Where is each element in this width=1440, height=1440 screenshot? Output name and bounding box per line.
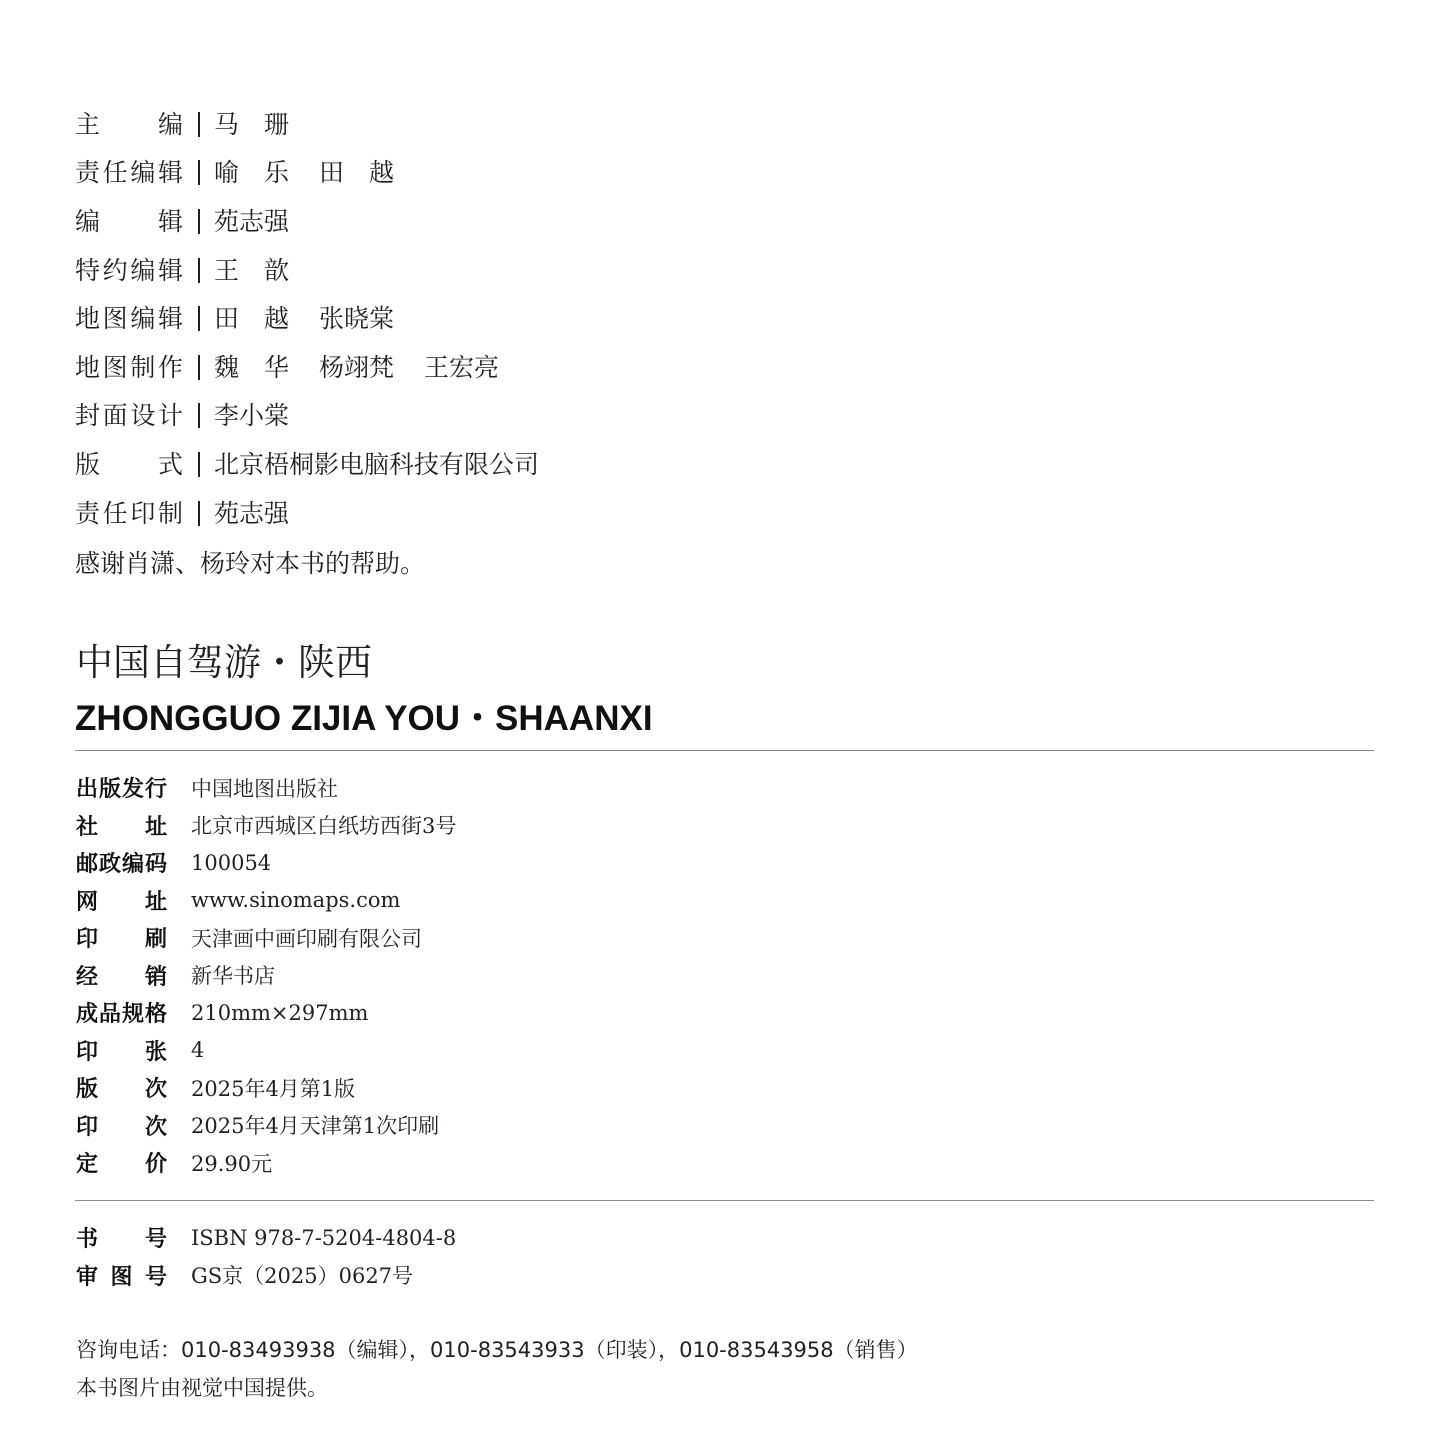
- info-row: [76, 994, 456, 1032]
- credit-name: 田 越: [214, 304, 290, 334]
- credit-name: 苑志强: [214, 206, 290, 236]
- info-label-char: 出: [76, 777, 99, 803]
- credit-role: [75, 498, 183, 528]
- credit-role: [75, 304, 183, 334]
- info-label-char: 印: [76, 1114, 99, 1140]
- credit-names: [214, 352, 529, 382]
- info-label: [76, 1110, 167, 1141]
- credit-role: [75, 401, 183, 431]
- info-value: 2025年4月天津第1次印刷: [191, 1114, 440, 1139]
- credit-role-char: 编: [157, 109, 183, 139]
- credit-names: [214, 498, 319, 528]
- info-value: 29.90元: [191, 1151, 273, 1176]
- info-label: [76, 1035, 167, 1066]
- credit-names: [214, 304, 424, 334]
- credit-separator: [198, 355, 200, 380]
- info-label-char: 行: [144, 777, 167, 803]
- info-value: 天津画中画印刷有限公司: [191, 926, 422, 951]
- info-value: www.sinomaps.com: [191, 888, 401, 913]
- credit-role-char: 制: [130, 352, 156, 382]
- info-label-char: 成: [76, 1002, 99, 1028]
- info-label-char: 次: [144, 1114, 167, 1140]
- info-row: [76, 1032, 456, 1070]
- credit-role-char: 版: [75, 449, 101, 479]
- credit-row: [75, 489, 975, 538]
- credit-names: [214, 449, 569, 479]
- info-row: [76, 769, 456, 807]
- info-label: [76, 885, 167, 916]
- info-value: 100054: [191, 850, 272, 875]
- credit-role-char: 地: [75, 352, 101, 382]
- info-label-char: 规: [121, 1002, 144, 1028]
- credit-role-char: 图: [102, 304, 128, 334]
- credit-role-char: 责: [75, 498, 101, 528]
- info-label: [76, 922, 167, 953]
- info-row: [76, 1257, 456, 1295]
- info-value: 2025年4月第1版: [191, 1076, 356, 1101]
- info-label: [76, 1222, 167, 1253]
- credits-list: [75, 100, 975, 586]
- info-label-char: 号: [144, 1264, 167, 1290]
- info-label-char: 审: [76, 1264, 99, 1290]
- credit-row: [75, 343, 975, 392]
- info-label-char: 图: [110, 1264, 133, 1290]
- credit-role-char: 地: [75, 304, 101, 334]
- credit-names: [214, 401, 319, 431]
- info-label-char: 格: [144, 1002, 167, 1028]
- credit-role-char: 作: [157, 352, 183, 382]
- credit-separator: [198, 306, 200, 331]
- info-value: ISBN 978-7-5204-4804-8: [191, 1225, 457, 1250]
- credit-role: [75, 206, 183, 236]
- info-label-char: 印: [76, 1039, 99, 1065]
- book-title-chinese: 中国自驾游・陕西: [76, 641, 372, 684]
- credit-role: [75, 352, 183, 382]
- info-row: [76, 1069, 456, 1107]
- credit-role-char: 计: [157, 401, 183, 431]
- info-label-char: 网: [76, 889, 99, 915]
- info-label-char: 版: [98, 777, 121, 803]
- info-value: 210mm×297mm: [191, 1000, 369, 1025]
- credit-name: 田 越: [319, 158, 395, 188]
- info-label: [76, 772, 167, 803]
- info-label-char: 书: [76, 1227, 99, 1253]
- credit-separator: [198, 452, 200, 477]
- credit-role: [75, 449, 183, 479]
- credit-name: 李小棠: [214, 401, 290, 431]
- credit-separator: [198, 403, 200, 428]
- credit-role-char: 图: [102, 352, 128, 382]
- info-label-char: 码: [144, 852, 167, 878]
- credit-separator: [198, 501, 200, 526]
- info-label: [76, 810, 167, 841]
- info-label-char: 张: [144, 1039, 167, 1065]
- credit-role-char: 辑: [157, 304, 183, 334]
- credit-name: 杨翊梵: [319, 352, 395, 382]
- credit-names: [214, 158, 424, 188]
- footer: [76, 1330, 918, 1406]
- info-label-char: 价: [144, 1152, 167, 1178]
- credit-row: [75, 246, 975, 295]
- info-label: [76, 847, 167, 878]
- credit-role-char: 面: [102, 401, 128, 431]
- credit-row: [75, 197, 975, 246]
- credit-separator: [198, 209, 200, 234]
- info-label-char: 刷: [144, 927, 167, 953]
- credit-name: 魏 华: [214, 352, 290, 382]
- divider-bottom: [75, 1200, 1374, 1201]
- credit-role: [75, 109, 183, 139]
- info-row: [76, 882, 456, 920]
- info-label-char: 经: [76, 964, 99, 990]
- credit-separator: [198, 160, 200, 185]
- isbn-info-table: [76, 1219, 456, 1294]
- info-label-char: 发: [121, 777, 144, 803]
- credit-role-char: 封: [75, 401, 101, 431]
- credit-separator: [198, 258, 200, 283]
- credit-role-char: 任: [102, 498, 128, 528]
- info-label-char: 编: [121, 852, 144, 878]
- credit-name: 张晓棠: [319, 304, 395, 334]
- photo-credit: 本书图片由视觉中国提供。: [76, 1376, 328, 1400]
- credit-row: [75, 149, 975, 198]
- info-label: [76, 1147, 167, 1178]
- info-label-char: 品: [98, 1002, 121, 1028]
- credit-role-char: 主: [75, 109, 101, 139]
- info-label: [76, 1260, 167, 1291]
- credit-names: [214, 109, 319, 139]
- info-label-char: 销: [144, 964, 167, 990]
- credit-names: [214, 255, 319, 285]
- info-label-char: 址: [144, 814, 167, 840]
- info-label-char: 定: [76, 1152, 99, 1178]
- credit-role-char: 式: [157, 449, 183, 479]
- info-label: [76, 997, 167, 1028]
- info-label-char: 印: [76, 927, 99, 953]
- info-value: 北京市西城区白纸坊西街3号: [191, 814, 457, 839]
- credit-row: [75, 392, 975, 441]
- credit-names: [214, 206, 319, 236]
- info-value: 中国地图出版社: [191, 776, 338, 801]
- credit-role-char: 辑: [157, 158, 183, 188]
- contact-phones: 咨询电话：010-83493938（编辑），010-83543933（印装），010-83543958（销售）: [76, 1338, 918, 1362]
- credit-row: [75, 294, 975, 343]
- credit-name: 北京梧桐影电脑科技有限公司: [214, 449, 540, 479]
- credit-role-char: 约: [102, 255, 128, 285]
- credit-name: 马 珊: [214, 109, 290, 139]
- credit-name: 王 歆: [214, 255, 290, 285]
- info-row: [76, 957, 456, 995]
- info-label-char: 号: [144, 1227, 167, 1253]
- credit-name: 苑志强: [214, 498, 290, 528]
- info-label: [76, 1072, 167, 1103]
- info-label-char: 址: [144, 889, 167, 915]
- info-row: [76, 844, 456, 882]
- info-label: [76, 960, 167, 991]
- acknowledgement: 感谢肖潇、杨玲对本书的帮助。: [75, 548, 426, 578]
- credit-role: [75, 255, 183, 285]
- credit-role-char: 编: [75, 206, 101, 236]
- credit-role-char: 特: [75, 255, 101, 285]
- credit-row: [75, 440, 975, 489]
- credit-name: 王宏亮: [424, 352, 500, 382]
- info-row: [76, 919, 456, 957]
- info-label-char: 政: [98, 852, 121, 878]
- divider-top: [75, 750, 1374, 751]
- credit-role-char: 编: [130, 304, 156, 334]
- credit-role-char: 编: [130, 158, 156, 188]
- info-label-char: 邮: [76, 852, 99, 878]
- credit-role-char: 印: [130, 498, 156, 528]
- credit-name: 喻 乐: [214, 158, 290, 188]
- info-row: [76, 1144, 456, 1182]
- publication-info-table: [76, 769, 456, 1182]
- credit-role-char: 辑: [157, 255, 183, 285]
- info-row: [76, 1219, 456, 1257]
- info-label-char: 社: [76, 814, 99, 840]
- info-value: 4: [191, 1038, 205, 1063]
- info-label-char: 次: [144, 1077, 167, 1103]
- credit-role-char: 责: [75, 158, 101, 188]
- book-title-pinyin: ZHONGGUO ZIJIA YOU・SHAANXI: [75, 699, 653, 738]
- credit-separator: [198, 112, 200, 137]
- info-label-char: 版: [76, 1077, 99, 1103]
- credit-role-char: 编: [130, 255, 156, 285]
- info-value: GS京（2025）0627号: [191, 1264, 414, 1289]
- credit-role-char: 设: [130, 401, 156, 431]
- credit-role-char: 辑: [157, 206, 183, 236]
- info-row: [76, 807, 456, 845]
- credit-role-char: 制: [157, 498, 183, 528]
- info-value: 新华书店: [191, 964, 275, 989]
- credit-row: [75, 100, 975, 149]
- info-row: [76, 1107, 456, 1145]
- credit-role: [75, 158, 183, 188]
- credit-role-char: 任: [102, 158, 128, 188]
